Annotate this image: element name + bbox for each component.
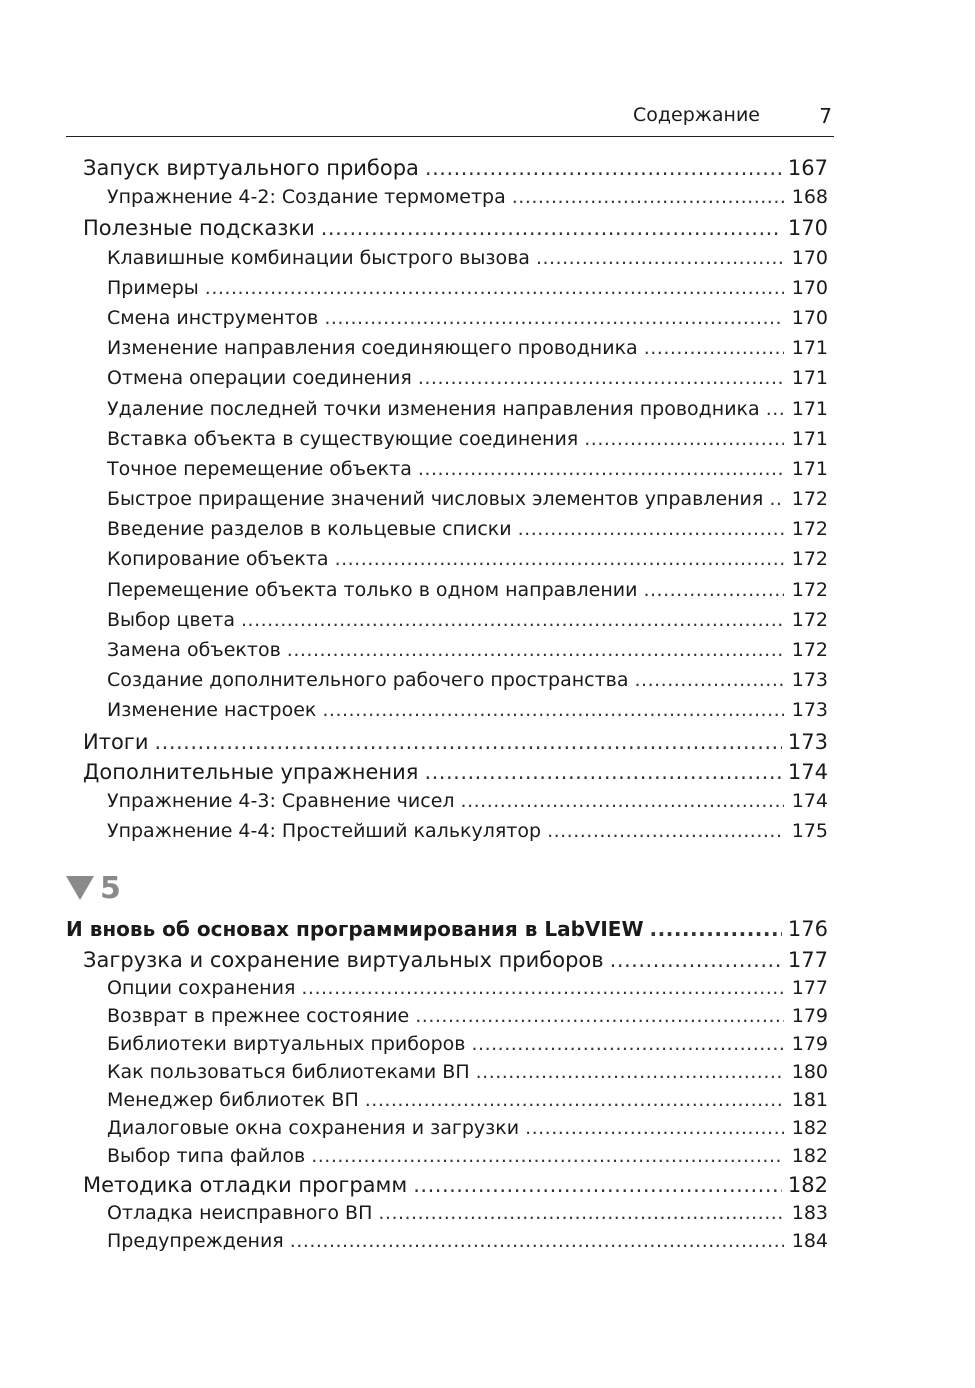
toc-entry-title: Смена инструментов bbox=[107, 306, 319, 329]
toc-entry-page: 173 bbox=[787, 729, 828, 754]
toc-subsection-entry[interactable] bbox=[66, 699, 828, 729]
toc-entry-page: 182 bbox=[791, 1145, 828, 1167]
toc-section-entry[interactable] bbox=[66, 156, 828, 186]
dot-leader bbox=[413, 1173, 782, 1197]
dot-leader bbox=[512, 186, 784, 208]
dot-leader bbox=[547, 820, 784, 842]
toc-entry-page: 171 bbox=[791, 367, 828, 390]
toc-entry-title: Создание дополнительного рабочего пространства bbox=[107, 669, 629, 692]
toc-entry-page: 174 bbox=[791, 789, 828, 812]
toc-entry-title: Методика отладки программ bbox=[83, 1173, 408, 1197]
triangle-down-icon bbox=[66, 876, 94, 900]
dot-leader bbox=[154, 730, 781, 754]
toc-entry-title: Запуск виртуального прибора bbox=[83, 156, 419, 180]
toc-entry-title: Выбор типа файлов bbox=[107, 1145, 306, 1167]
toc-entry-title: Предупреждения bbox=[107, 1230, 284, 1252]
toc-entry-title: Копирование объекта bbox=[107, 548, 329, 571]
toc-subsection-entry[interactable] bbox=[66, 398, 828, 428]
toc-subsection-entry[interactable] bbox=[66, 639, 828, 669]
toc-entry-page: 183 bbox=[791, 1202, 828, 1224]
dot-leader bbox=[610, 948, 782, 972]
toc-entry-title: Отмена операции соединения bbox=[107, 367, 412, 390]
toc-entry-page: 179 bbox=[791, 1033, 828, 1055]
dot-leader bbox=[418, 367, 784, 389]
dot-leader bbox=[425, 156, 782, 180]
page-number: 7 bbox=[819, 104, 832, 128]
toc-subsection-entry[interactable] bbox=[66, 1089, 828, 1117]
chapter-heading bbox=[66, 917, 828, 947]
running-header bbox=[66, 100, 834, 137]
toc-section-entry[interactable] bbox=[66, 216, 828, 246]
toc-entry-title: Удаление последней точки изменения направления проводника bbox=[107, 397, 760, 420]
toc-subsection-entry[interactable] bbox=[66, 518, 828, 548]
toc-entry-page: 172 bbox=[791, 488, 828, 511]
chapter-title-row[interactable] bbox=[66, 917, 828, 947]
toc-entry-page: 184 bbox=[791, 1230, 828, 1252]
toc-entry-page: 172 bbox=[791, 548, 828, 571]
toc-entry-page: 182 bbox=[787, 1173, 828, 1197]
dot-leader bbox=[518, 518, 784, 540]
toc-subsection-entry[interactable] bbox=[66, 609, 828, 639]
toc-entry-page: 167 bbox=[787, 156, 828, 180]
dot-leader bbox=[418, 458, 784, 480]
toc-entry-title: Упражнение 4-4: Простейший калькулятор bbox=[107, 820, 542, 843]
toc-section-chapter-4 bbox=[66, 156, 828, 850]
toc-entry-page: 173 bbox=[791, 669, 828, 692]
toc-subsection-entry[interactable] bbox=[66, 277, 828, 307]
toc-subsection-entry[interactable] bbox=[66, 428, 828, 458]
dot-leader bbox=[290, 1230, 784, 1252]
toc-entry-page: 171 bbox=[791, 337, 828, 360]
toc-subsection-entry[interactable] bbox=[66, 307, 828, 337]
dot-leader bbox=[321, 216, 782, 240]
toc-subsection-entry[interactable] bbox=[66, 458, 828, 488]
toc-subsection-entry[interactable] bbox=[66, 1230, 828, 1258]
dot-leader bbox=[378, 1202, 784, 1224]
toc-section-chapter-5 bbox=[66, 948, 828, 1258]
toc-entry-page: 177 bbox=[791, 977, 828, 999]
dot-leader bbox=[766, 398, 784, 420]
toc-entry-title: Перемещение объекта только в одном направлении bbox=[107, 578, 638, 601]
dot-leader bbox=[324, 307, 784, 329]
dot-leader bbox=[365, 1089, 784, 1111]
toc-entry-title: Изменение настроек bbox=[107, 699, 317, 722]
toc-entry-title: Полезные подсказки bbox=[83, 216, 315, 241]
chapter-title: И вновь об основах программирования в LabVIEW bbox=[66, 917, 644, 941]
chapter-number: 5 bbox=[100, 870, 121, 906]
toc-entry-title: Отладка неисправного ВП bbox=[107, 1202, 373, 1224]
toc-entry-title: Возврат в прежнее состояние bbox=[107, 1005, 410, 1027]
dot-leader bbox=[287, 639, 784, 661]
toc-entry-page: 172 bbox=[791, 578, 828, 601]
dot-leader bbox=[536, 247, 784, 269]
toc-entry-title: Замена объектов bbox=[107, 639, 281, 661]
toc-entry-page: 179 bbox=[791, 1005, 828, 1027]
running-header-title: Содержание bbox=[633, 104, 760, 126]
toc-subsection-entry[interactable] bbox=[66, 186, 828, 216]
toc-subsection-entry[interactable] bbox=[66, 1033, 828, 1061]
toc-entry-title: Загрузка и сохранение виртуальных приборов bbox=[83, 948, 604, 972]
dot-leader bbox=[643, 579, 784, 601]
toc-entry-title: Введение разделов в кольцевые списки bbox=[107, 518, 512, 541]
toc-entry-title: Вставка объекта в существующие соединения bbox=[107, 427, 579, 450]
dot-leader bbox=[769, 488, 784, 510]
toc-entry-page: 171 bbox=[791, 427, 828, 450]
toc-subsection-entry[interactable] bbox=[66, 1061, 828, 1089]
toc-subsection-entry[interactable] bbox=[66, 367, 828, 397]
toc-subsection-entry[interactable] bbox=[66, 669, 828, 699]
dot-leader bbox=[461, 790, 784, 812]
dot-leader bbox=[525, 1117, 784, 1139]
toc-entry-title: Быстрое приращение значений числовых элементов управления bbox=[107, 488, 764, 511]
toc-entry-page: 171 bbox=[791, 457, 828, 480]
chapter-marker bbox=[66, 868, 121, 908]
toc-entry-page: 181 bbox=[791, 1089, 828, 1111]
dot-leader bbox=[241, 609, 784, 631]
toc-entry-title: Менеджер библиотек ВП bbox=[107, 1089, 359, 1111]
toc-entry-title: Как пользоваться библиотеками ВП bbox=[107, 1061, 470, 1083]
dot-leader bbox=[476, 1061, 784, 1083]
dot-leader bbox=[472, 1033, 784, 1055]
toc-entry-page: 173 bbox=[791, 699, 828, 722]
toc-entry-title: Точное перемещение объекта bbox=[107, 457, 412, 480]
toc-entry-page: 172 bbox=[791, 608, 828, 631]
toc-subsection-entry[interactable] bbox=[66, 1005, 828, 1033]
toc-entry-page: 175 bbox=[791, 820, 828, 843]
toc-section-entry[interactable] bbox=[66, 760, 828, 790]
toc-entry-page: 171 bbox=[791, 397, 828, 420]
toc-entry-page: 170 bbox=[791, 306, 828, 329]
toc-entry-title: Дополнительные упражнения bbox=[83, 759, 419, 784]
toc-subsection-entry[interactable] bbox=[66, 548, 828, 578]
toc-section-entry[interactable] bbox=[66, 730, 828, 760]
toc-subsection-entry[interactable] bbox=[66, 247, 828, 277]
dot-leader bbox=[311, 1145, 784, 1167]
toc-subsection-entry[interactable] bbox=[66, 488, 828, 518]
dot-leader bbox=[322, 699, 784, 721]
toc-entry-page: 182 bbox=[791, 1117, 828, 1139]
toc-entry-title: Клавишные комбинации быстрого вызова bbox=[107, 246, 530, 269]
toc-subsection-entry[interactable] bbox=[66, 579, 828, 609]
toc-entry-title: Диалоговые окна сохранения и загрузки bbox=[107, 1117, 520, 1139]
toc-subsection-entry[interactable] bbox=[66, 1145, 828, 1173]
toc-entry-page: 168 bbox=[791, 186, 828, 209]
dot-leader bbox=[301, 977, 784, 999]
chapter-page: 176 bbox=[787, 917, 828, 941]
dot-leader bbox=[644, 337, 784, 359]
dot-leader bbox=[424, 760, 781, 784]
toc-subsection-entry[interactable] bbox=[66, 790, 828, 820]
dot-leader bbox=[584, 428, 784, 450]
toc-subsection-entry[interactable] bbox=[66, 337, 828, 367]
toc-entry-title: Опции сохранения bbox=[107, 977, 296, 999]
toc-entry-page: 172 bbox=[791, 518, 828, 541]
toc-subsection-entry[interactable] bbox=[66, 1202, 828, 1230]
toc-entry-page: 170 bbox=[791, 276, 828, 299]
toc-entry-title: Итоги bbox=[83, 729, 149, 754]
toc-entry-title: Упражнение 4-2: Создание термометра bbox=[107, 186, 506, 209]
toc-subsection-entry[interactable] bbox=[66, 820, 828, 850]
dot-leader bbox=[635, 669, 785, 691]
dot-leader bbox=[415, 1005, 784, 1027]
toc-subsection-entry[interactable] bbox=[66, 977, 828, 1005]
toc-entry-page: 170 bbox=[791, 246, 828, 269]
dot-leader bbox=[205, 277, 784, 299]
toc-entry-title: Библиотеки виртуальных приборов bbox=[107, 1033, 466, 1055]
toc-entry-page: 172 bbox=[791, 639, 828, 661]
toc-entry-title: Изменение направления соединяющего проводника bbox=[107, 337, 638, 360]
toc-entry-page: 174 bbox=[787, 759, 828, 784]
toc-section-entry[interactable] bbox=[66, 1173, 828, 1202]
toc-entry-page: 180 bbox=[791, 1061, 828, 1083]
toc-entry-title: Упражнение 4-3: Сравнение чисел bbox=[107, 789, 455, 812]
toc-subsection-entry[interactable] bbox=[66, 1117, 828, 1145]
dot-leader bbox=[335, 548, 784, 570]
toc-entry-page: 170 bbox=[787, 216, 828, 241]
toc-entry-page: 177 bbox=[787, 948, 828, 972]
toc-section-entry[interactable] bbox=[66, 948, 828, 977]
toc-entry-title: Выбор цвета bbox=[107, 608, 236, 631]
toc-entry-title: Примеры bbox=[107, 276, 199, 299]
dot-leader bbox=[650, 917, 782, 941]
